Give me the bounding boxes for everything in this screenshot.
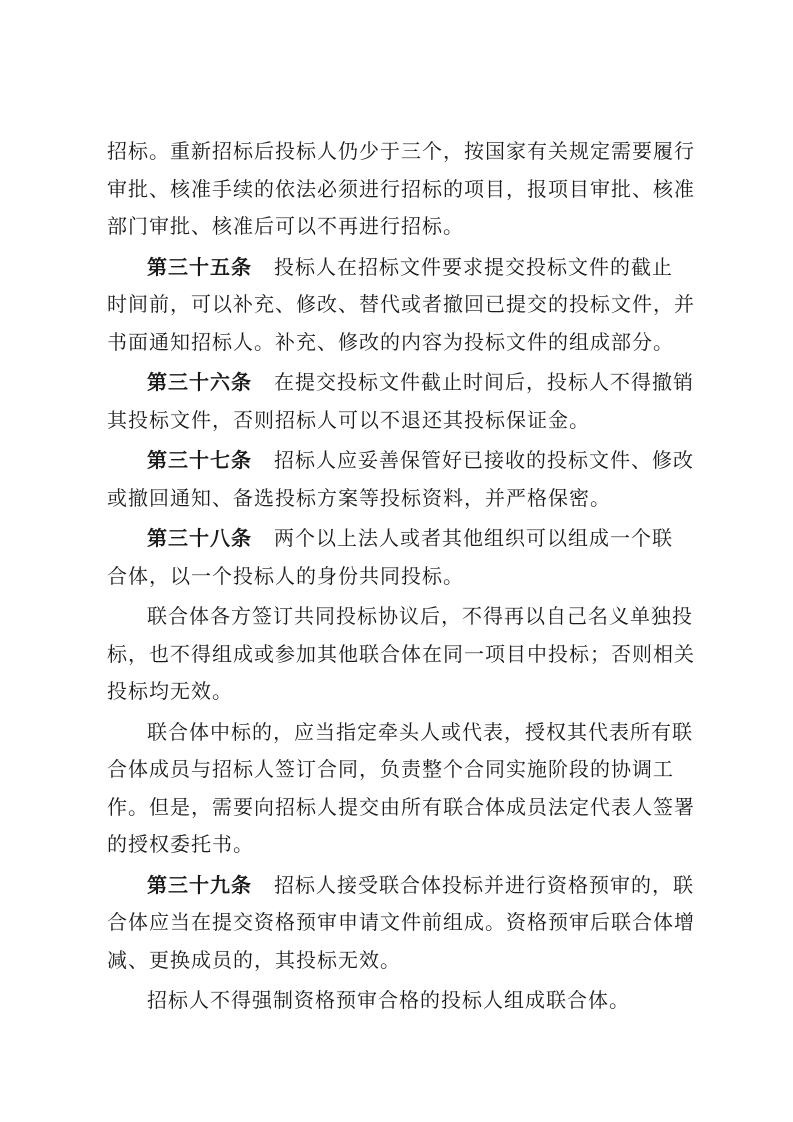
text-line: 书面通知招标人。补充、修改的内容为投标文件的组成部分。	[107, 329, 674, 354]
text-line: 或撤回通知、备选投标方案等投标资料，并严格保密。	[107, 485, 611, 510]
text-line: 的授权委托书。	[107, 832, 254, 856]
text-line: 其投标文件，否则招标人可以不退还其投标保证金。	[107, 407, 590, 432]
article-number: 第三十七条	[147, 448, 252, 472]
paragraph-no-forced-consortium	[107, 982, 697, 1020]
text-line: 合体应当在提交资格预审申请文件前组成。资格预审后联合体增	[107, 910, 695, 934]
article-number: 第三十九条	[147, 872, 252, 897]
text-line: 标，也不得组成或参加其他联合体在同一项目中投标；否则相关	[107, 641, 695, 666]
text-line: 减、更换成员的，其投标无效。	[107, 947, 401, 972]
article-38	[107, 520, 697, 595]
text-line: 审批、核准手续的依法必须进行招标的项目，报项目审批、核准	[107, 176, 695, 201]
text-line: 合体成员与招标人签订合同，负责整个合同实施阶段的协调工	[107, 757, 674, 781]
article-37	[107, 442, 697, 517]
article-number: 第三十五条	[147, 254, 252, 279]
text-line: 招标人应妥善保管好已接收的投标文件、修改	[274, 448, 694, 472]
text-line: 招标人接受联合体投标并进行资格预审的，联	[274, 872, 694, 897]
paragraph-consortium-bidding	[107, 598, 697, 711]
text-line: 招标人不得强制资格预审合格的投标人组成联合体。	[147, 988, 630, 1012]
article-36	[107, 364, 697, 439]
text-line: 招标。重新招标后投标人仍少于三个，按国家有关规定需要履行	[107, 139, 695, 163]
text-line: 在提交投标文件截止时间后，投标人不得撤销	[274, 370, 694, 394]
paragraph-continuation	[107, 133, 697, 246]
text-line: 投标人在招标文件要求提交投标文件的截止	[274, 254, 673, 279]
text-line: 部门审批、核准后可以不再进行招标。	[107, 214, 464, 238]
text-line: 投标均无效。	[107, 679, 233, 703]
paragraph-consortium-award	[107, 714, 697, 864]
text-line: 联合体中标的，应当指定牵头人或代表，授权其代表所有联	[147, 719, 693, 744]
document-body	[107, 133, 697, 1020]
article-35	[107, 249, 697, 362]
article-number: 第三十八条	[147, 526, 252, 550]
text-line: 时间前，可以补充、修改、替代或者撤回已提交的投标文件，并	[107, 292, 695, 316]
text-line: 两个以上法人或者其他组织可以组成一个联	[274, 526, 673, 550]
article-39	[107, 867, 697, 980]
text-line: 联合体各方签订共同投标协议后，不得再以自己名义单独投	[147, 604, 693, 628]
article-number: 第三十六条	[147, 370, 252, 394]
text-line: 作。但是，需要向招标人提交由所有联合体成员法定代表人签署	[107, 794, 695, 819]
text-line: 合体，以一个投标人的身份共同投标。	[107, 563, 464, 588]
